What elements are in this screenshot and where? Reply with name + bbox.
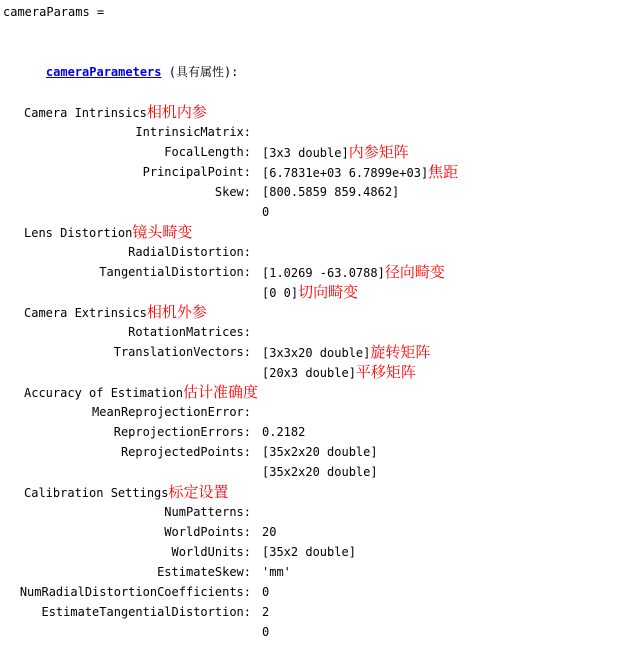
property-value: [3x3 double]内参矩阵 — [262, 143, 409, 161]
property-name: ReprojectedPoints: — [120, 445, 251, 459]
annotation-label: 相机外参 — [146, 303, 207, 321]
annotation-label: 估计准确度 — [182, 383, 258, 401]
annotation-label: 焦距 — [428, 163, 459, 181]
property-name: Skew: — [214, 185, 251, 199]
property-value: [800.5859 859.4862] — [262, 185, 400, 199]
property-value: 20 — [262, 525, 277, 539]
property-value: [35x2x20 double] — [262, 465, 378, 479]
section-extrinsics-header — [0, 282, 630, 321]
property-value: [35x2x20 double] — [262, 445, 378, 459]
property-value: 0.2182 — [262, 425, 306, 439]
props-note: (具有属性): — [161, 65, 239, 79]
annotation-label: 切向畸变 — [298, 283, 359, 301]
section-intrinsics-header — [0, 82, 630, 121]
property-value: [20x3 double]平移矩阵 — [262, 363, 416, 381]
property-value: 2 — [262, 605, 270, 619]
property-value: [35x2 double] — [262, 545, 356, 559]
property-row — [0, 582, 630, 639]
property-row — [0, 422, 630, 479]
property-value: [3x3x20 double]旋转矩阵 — [262, 343, 431, 361]
section-distortion-header — [0, 202, 630, 241]
annotation-label: 标定设置 — [168, 483, 229, 501]
section-accuracy-header — [0, 362, 630, 401]
class-line — [17, 42, 239, 79]
property-name: RadialDistortion: — [128, 245, 251, 259]
property-name: RotationMatrices: — [128, 325, 251, 339]
assignment-line: cameraParams = — [3, 5, 105, 19]
property-value: 0 — [262, 205, 270, 219]
property-name: WorldUnits: — [171, 545, 251, 559]
property-name: ReprojectionErrors: — [113, 425, 251, 439]
property-value: [6.7831e+03 6.7899e+03]焦距 — [262, 163, 459, 181]
property-value: 'mm' — [262, 565, 291, 579]
property-name: NumRadialDistortionCoefficients: — [19, 585, 251, 599]
property-name: EstimateTangentialDistortion: — [41, 605, 251, 619]
property-value: [0 0]切向畸变 — [262, 283, 359, 301]
section-title: Camera Extrinsics相机外参 — [24, 303, 207, 321]
annotation-label: 旋转矩阵 — [370, 343, 431, 361]
property-name: PrincipalPoint: — [142, 165, 251, 179]
class-link[interactable]: cameraParameters — [45, 65, 162, 79]
annotation-label: 径向畸变 — [384, 263, 445, 281]
section-calibration-header — [0, 462, 630, 501]
section-title: Accuracy of Estimation估计准确度 — [24, 383, 258, 401]
section-title: Calibration Settings标定设置 — [24, 483, 229, 501]
property-value: 0 — [262, 625, 270, 639]
property-name: NumPatterns: — [164, 505, 251, 519]
property-name: TranslationVectors: — [113, 345, 251, 359]
annotation-label: 内参矩阵 — [348, 143, 409, 161]
property-value: 0 — [262, 585, 270, 599]
property-name: WorldPoints: — [164, 525, 251, 539]
section-title: Camera Intrinsics相机内参 — [24, 103, 207, 121]
annotation-label: 平移矩阵 — [355, 363, 416, 381]
property-name: TangentialDistortion: — [99, 265, 251, 279]
property-name: FocalLength: — [164, 145, 251, 159]
annotation-label: 镜头畸变 — [132, 223, 193, 241]
property-name: IntrinsicMatrix: — [135, 125, 251, 139]
annotation-label: 相机内参 — [146, 103, 207, 121]
property-name: MeanReprojectionError: — [92, 405, 251, 419]
section-title: Lens Distortion镜头畸变 — [24, 223, 193, 241]
property-value: [1.0269 -63.0788]径向畸变 — [262, 263, 445, 281]
property-name: EstimateSkew: — [157, 565, 251, 579]
